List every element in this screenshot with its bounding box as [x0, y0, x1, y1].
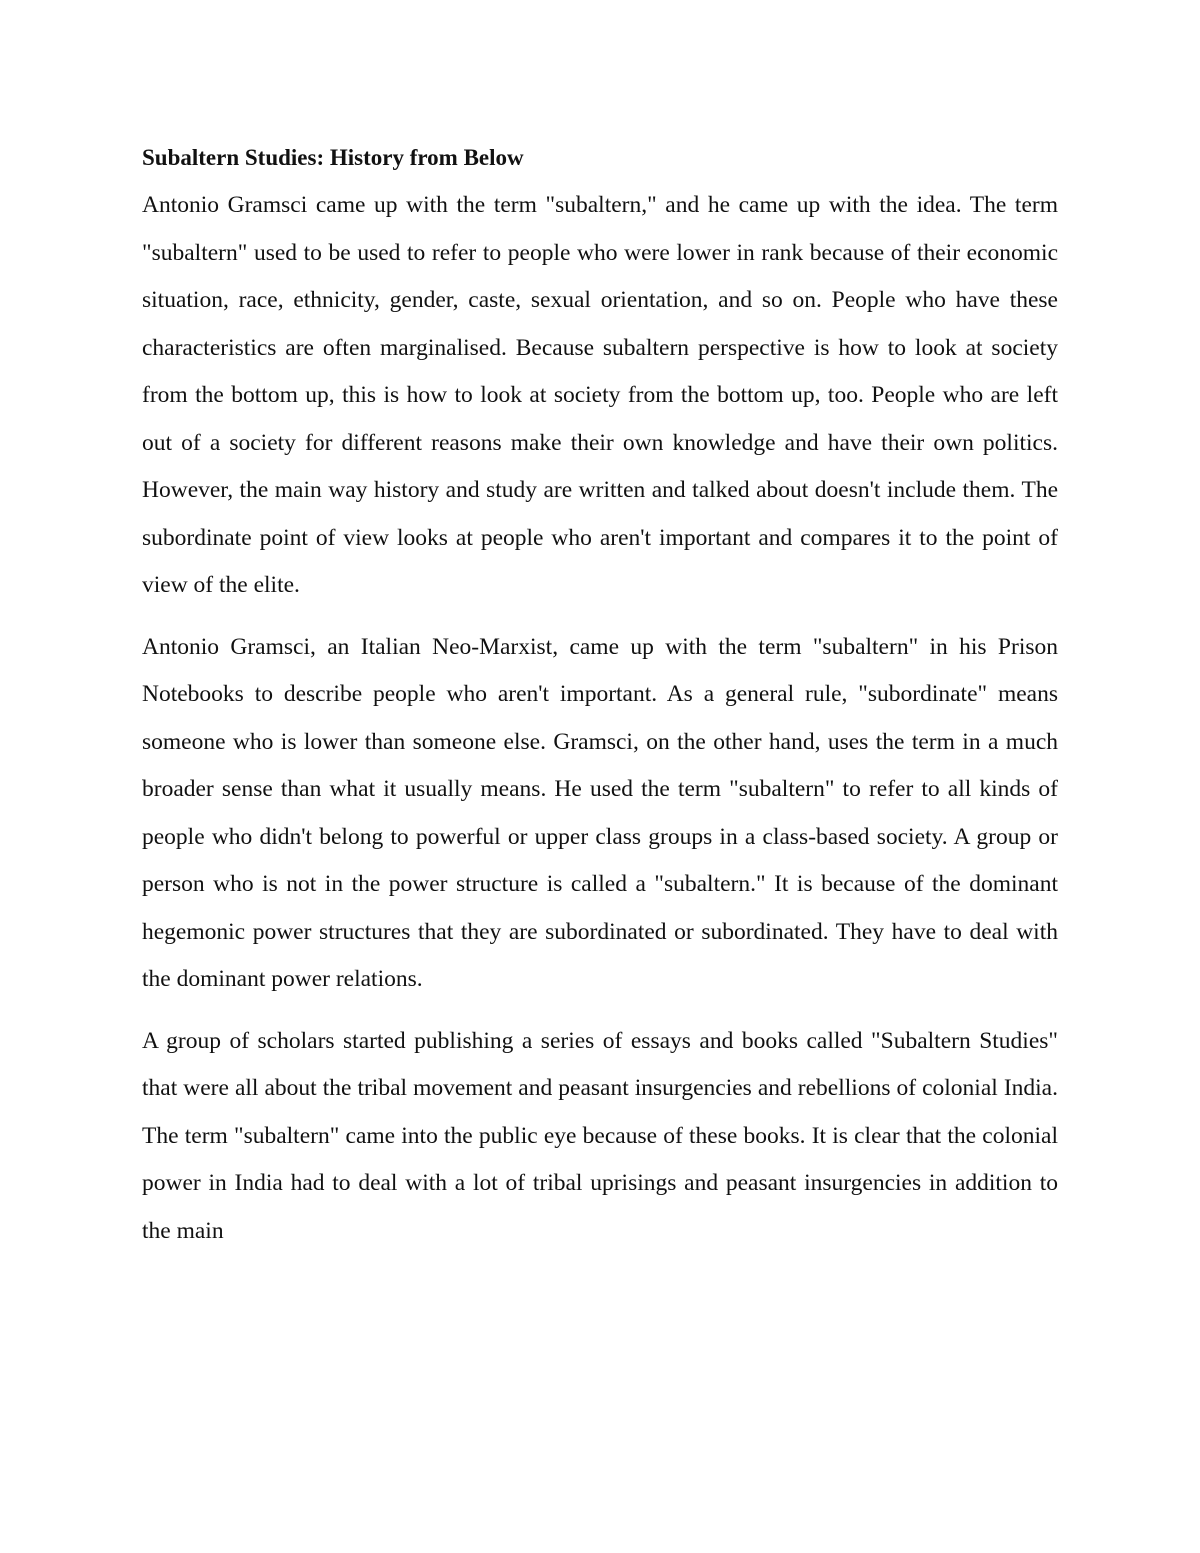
paragraph-2: Antonio Gramsci, an Italian Neo-Marxist, came up with the term "subaltern" in his Prison Notebooks to describe people who aren't important. As a general rule, "subordinate" means someone who is lower than someone else. Gramsci, on the other hand, uses the term in a much broader sense than what it usually means. He used the term "subaltern" to refer to all kinds of people who didn't belong to powerful or upper class groups in a class-based society. A group or person who is not in the power structure is called a "subaltern." It is because of the dominant hegemonic power structures that they are subordinated or subordinated. They have to deal with the dominant power relations. — [142, 633, 1058, 992]
document-title: Subaltern Studies: History from Below — [142, 145, 524, 170]
paragraph-3: A group of scholars started publishing a series of essays and books called "Subaltern Studies" that were all about the tribal movement and peasant insurgencies and rebellions of colonial India. The term "subaltern" came into the public eye because of these books. It is clear that the colonial power in India had to deal with a lot of tribal uprisings and peasant insurgencies in addition to the main — [142, 1027, 1058, 1244]
paragraph-1: Antonio Gramsci came up with the term "subaltern," and he came up with the idea. The term "subaltern" used to be used to refer to people who were lower in rank because of their economic situation, race, ethnicity, gender, caste, sexual orientation, and so on. People who have these characteristics are often marginalised. Because subaltern perspective is how to look at society from the bottom up, this is how to look at society from the bottom up, too. People who are left out of a society for different reasons make their own knowledge and have their own politics. However, the main way history and study are written and talked about doesn't include them. The subordinate point of view looks at people who aren't important and compares it to the point of view of the elite. — [142, 192, 1058, 598]
document-body — [142, 138, 1058, 1255]
